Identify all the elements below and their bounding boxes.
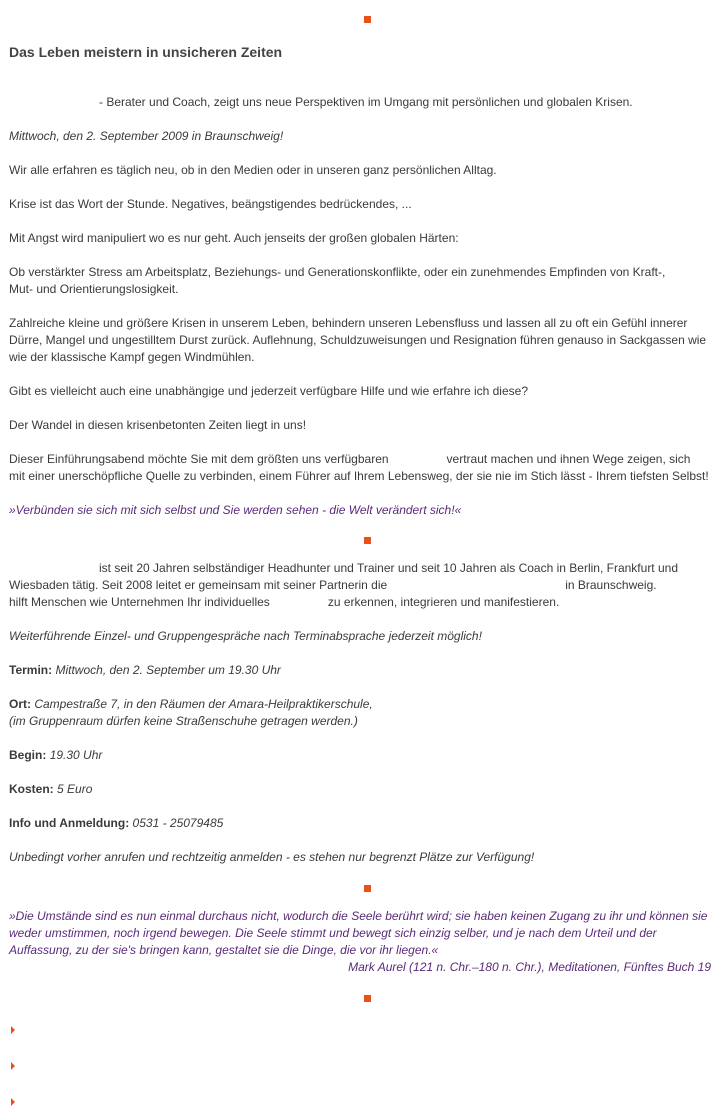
- detail-info: [9, 815, 711, 832]
- paragraph: Wir alle erfahren es täglich neu, ob in den Medien oder in unseren ganz persönlichen Alltag.: [9, 163, 497, 177]
- paragraph-line: Zahlreiche kleine und größere Krisen in unserem Leben, behindern unseren Lebensfluss und lassen all zu oft ein Gefühl innerer: [9, 316, 688, 330]
- separator-square-icon: [364, 885, 371, 892]
- separator-square-icon: [364, 537, 371, 544]
- bio-text: hilft Menschen wie Unternehmen Ihr individuelles: [9, 595, 270, 609]
- paragraph-line: [9, 451, 711, 468]
- paragraph-line: wie der klassische Kampf gegen Windmühlen.: [9, 350, 255, 364]
- registration-notice: Unbedingt vorher anrufen und rechtzeitig anmelden - es stehen nur begrenzt Plätze zur Verfügung!: [9, 850, 535, 864]
- separator-square-icon: [364, 995, 371, 1002]
- quote-attribution: Mark Aurel (121 n. Chr.–180 n. Chr.), Meditationen, Fünftes Buch 19: [348, 960, 711, 974]
- detail-begin: [9, 747, 711, 764]
- bullet-arrow-icon[interactable]: [11, 1062, 15, 1070]
- intro-line: [9, 94, 711, 111]
- bio-line: [9, 594, 711, 611]
- detail-label: Begin:: [9, 748, 47, 762]
- bio-text: in Braunschweig.: [565, 578, 657, 592]
- paragraph: Mit Angst wird manipuliert wo es nur geht. Auch jenseits der großen globalen Härten:: [9, 231, 459, 245]
- detail-ort-note: (im Gruppenraum dürfen keine Straßenschuhe getragen werden.): [9, 714, 358, 728]
- paragraph-line: Mut- und Orientierungslosigkeit.: [9, 282, 179, 296]
- followup-note: Weiterführende Einzel- und Gruppengespräche nach Terminabsprache jederzeit möglich!: [9, 629, 482, 643]
- bullet-arrow-icon[interactable]: [11, 1098, 15, 1106]
- page-title: Das Leben meistern in unsicheren Zeiten: [9, 44, 283, 60]
- detail-label: Termin:: [9, 663, 53, 677]
- detail-kosten: [9, 781, 711, 798]
- bio-line: [9, 560, 711, 577]
- motto-quote: »Verbünden sie sich mit sich selbst und Sie werden sehen - die Welt verändert sich!«: [9, 503, 462, 517]
- detail-value: Mittwoch, den 2. September um 19.30 Uhr: [55, 663, 281, 677]
- bio-text: Wiesbaden tätig. Seit 2008 leitet er gemeinsam mit seiner Partnerin die: [9, 578, 388, 592]
- paragraph-line: Dürre, Mangel und ungestilltem Durst zurück. Auflehnung, Schuldzuweisungen und Resignation führen genauso in Sackgassen wie: [9, 333, 707, 347]
- paragraph-line: Ob verstärkter Stress am Arbeitsplatz, Beziehungs- und Generationskonflikte, oder ein zunehmendes Empfinden von Kraft-,: [9, 265, 666, 279]
- paragraph-segment: vertraut machen und ihnen Wege zeigen, sich: [446, 452, 691, 466]
- closing-quote-line: Auffassung, zu der sie's bringen kann, gestaltet sie die Dinge, die vor ihr liegen.«: [9, 943, 439, 957]
- detail-value: 19.30 Uhr: [49, 748, 103, 762]
- bio-text: ist seit 20 Jahren selbständiger Headhunter und Trainer und seit 10 Jahren als Coach in Berlin, Frankfurt und: [99, 561, 678, 575]
- detail-value: 0531 - 25079485: [132, 816, 224, 830]
- detail-label: Kosten:: [9, 782, 54, 796]
- closing-quote-line: »Die Umstände sind es nun einmal durchaus nicht, wodurch die Seele berührt wird; sie haben keinen Zugang zu ihr und können sie: [9, 909, 708, 923]
- detail-value: Campestraße 7, in den Räumen der Amara-Heilpraktikerschule,: [34, 697, 373, 711]
- closing-quote-line: weder umstimmen, noch irgend bewegen. Die Seele stimmt und bewegt sich einzig selber, und je nach dem Urteil und der: [9, 926, 657, 940]
- detail-ort: [9, 696, 711, 713]
- detail-label: Ort:: [9, 697, 31, 711]
- paragraph: Der Wandel in diesen krisenbetonten Zeiten liegt in uns!: [9, 418, 307, 432]
- paragraph-segment: Dieser Einführungsabend möchte Sie mit dem größten uns verfügbaren: [9, 452, 389, 466]
- date-line: Mittwoch, den 2. September 2009 in Braunschweig!: [9, 129, 284, 143]
- detail-termin: [9, 662, 711, 679]
- paragraph: Gibt es vielleicht auch eine unabhängige und jederzeit verfügbare Hilfe und wie erfahre ich diese?: [9, 384, 528, 398]
- paragraph: Krise ist das Wort der Stunde. Negatives, beängstigendes bedrückendes, ...: [9, 197, 412, 211]
- paragraph-line: mit einer unerschöpfliche Quelle zu verbinden, einem Führer auf Ihrem Lebensweg, der sie nie im Stich lässt - Ihrem tiefsten Selbst!: [9, 469, 709, 483]
- intro-text: - Berater und Coach, zeigt uns neue Perspektiven im Umgang mit persönlichen und globalen Krisen.: [99, 95, 633, 109]
- separator-square-icon: [364, 16, 371, 23]
- bio-line: [9, 577, 711, 594]
- bullet-arrow-icon[interactable]: [11, 1026, 15, 1034]
- detail-label: Info und Anmeldung:: [9, 816, 130, 830]
- detail-value: 5 Euro: [57, 782, 93, 796]
- bio-text: zu erkennen, integrieren und manifestieren.: [327, 595, 560, 609]
